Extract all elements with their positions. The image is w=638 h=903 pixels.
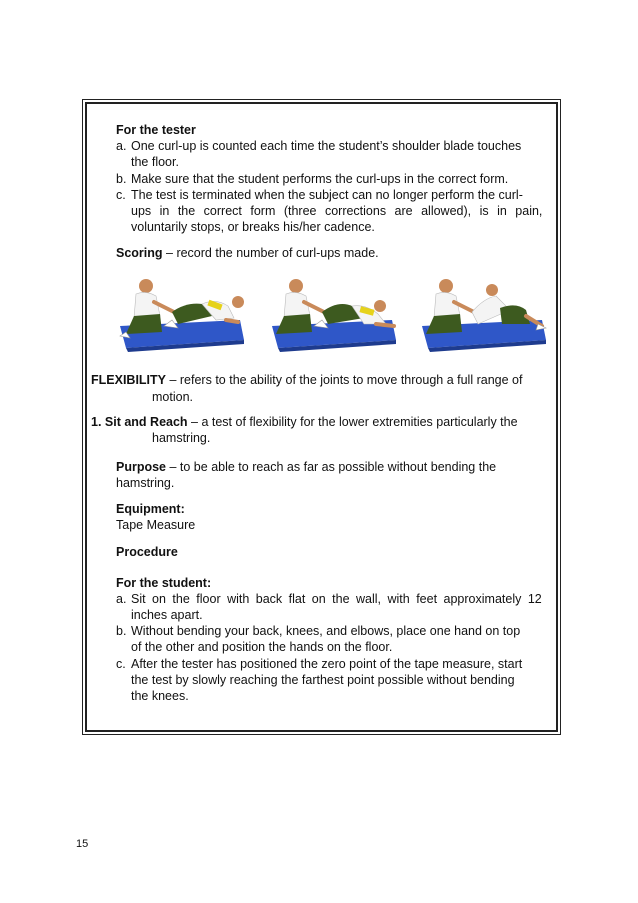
curl-up-image-1	[116, 272, 248, 352]
tester-item-b-line1: Make sure that the student performs the curl-ups in the correct form.	[131, 172, 509, 186]
flexibility-line2: motion.	[152, 390, 193, 404]
tester-item-a-line2: the floor.	[131, 155, 179, 169]
scoring-text: – record the number of curl-ups made.	[162, 246, 379, 260]
student-item-a-line1: Sit on the floor with back flat on the wall, with feet approximately 12	[131, 592, 542, 606]
page-number: 15	[76, 838, 89, 850]
procedure-heading: Procedure	[116, 545, 178, 559]
student-item-c-label: c.	[116, 657, 126, 671]
purpose-line1	[116, 459, 496, 476]
purpose-term: Purpose	[116, 460, 167, 474]
student-item-b-line2: of the other and position the hands on the floor.	[131, 640, 393, 654]
purpose-line2: hamstring.	[116, 476, 175, 490]
equipment-heading: Equipment:	[116, 502, 185, 516]
scoring-line	[116, 245, 379, 262]
tester-item-c-line1: The test is terminated when the subject can no longer perform the curl-	[131, 188, 523, 202]
tester-item-a-label: a.	[116, 139, 127, 153]
equipment-value: Tape Measure	[116, 518, 196, 532]
purpose-text: – to be able to reach as far as possible without bending the	[166, 460, 497, 474]
tester-item-c-line3: voluntarily stops, or breaks his/her cadence.	[131, 220, 375, 234]
curl-up-image-3	[418, 272, 550, 352]
sit-reach-term: 1. Sit and Reach	[91, 415, 188, 429]
sit-reach-line1	[91, 414, 543, 431]
tester-heading: For the tester	[116, 123, 196, 137]
curl-up-figure	[116, 272, 556, 352]
tester-item-c-label: c.	[116, 188, 126, 202]
student-heading: For the student:	[116, 576, 212, 590]
flexibility-text: – refers to the ability of the joints to move through a full range of	[166, 373, 523, 387]
student-item-a-label: a.	[116, 592, 127, 606]
scoring-term: Scoring	[116, 246, 163, 260]
flexibility-term: FLEXIBILITY	[91, 373, 166, 387]
student-item-c-line3: the knees.	[131, 689, 189, 703]
student-item-c-line1: After the tester has positioned the zero point of the tape measure, start	[131, 657, 523, 671]
student-item-a-line2: inches apart.	[131, 608, 203, 622]
student-item-b-label: b.	[116, 624, 127, 638]
tester-item-b-label: b.	[116, 172, 127, 186]
flexibility-line1	[91, 372, 543, 389]
tester-item-a-line1: One curl-up is counted each time the student’s shoulder blade touches	[131, 139, 522, 153]
sit-reach-text: – a test of flexibility for the lower extremities particularly the	[187, 415, 518, 429]
student-item-b-line1: Without bending your back, knees, and elbows, place one hand on top	[131, 624, 521, 638]
sit-reach-line2: hamstring.	[152, 431, 211, 445]
student-item-c-line2: the test by slowly reaching the farthest point possible without bending	[131, 673, 515, 687]
tester-item-c-line2: ups in the correct form (three corrections are allowed), is in pain,	[131, 204, 543, 218]
curl-up-image-2	[268, 272, 400, 352]
